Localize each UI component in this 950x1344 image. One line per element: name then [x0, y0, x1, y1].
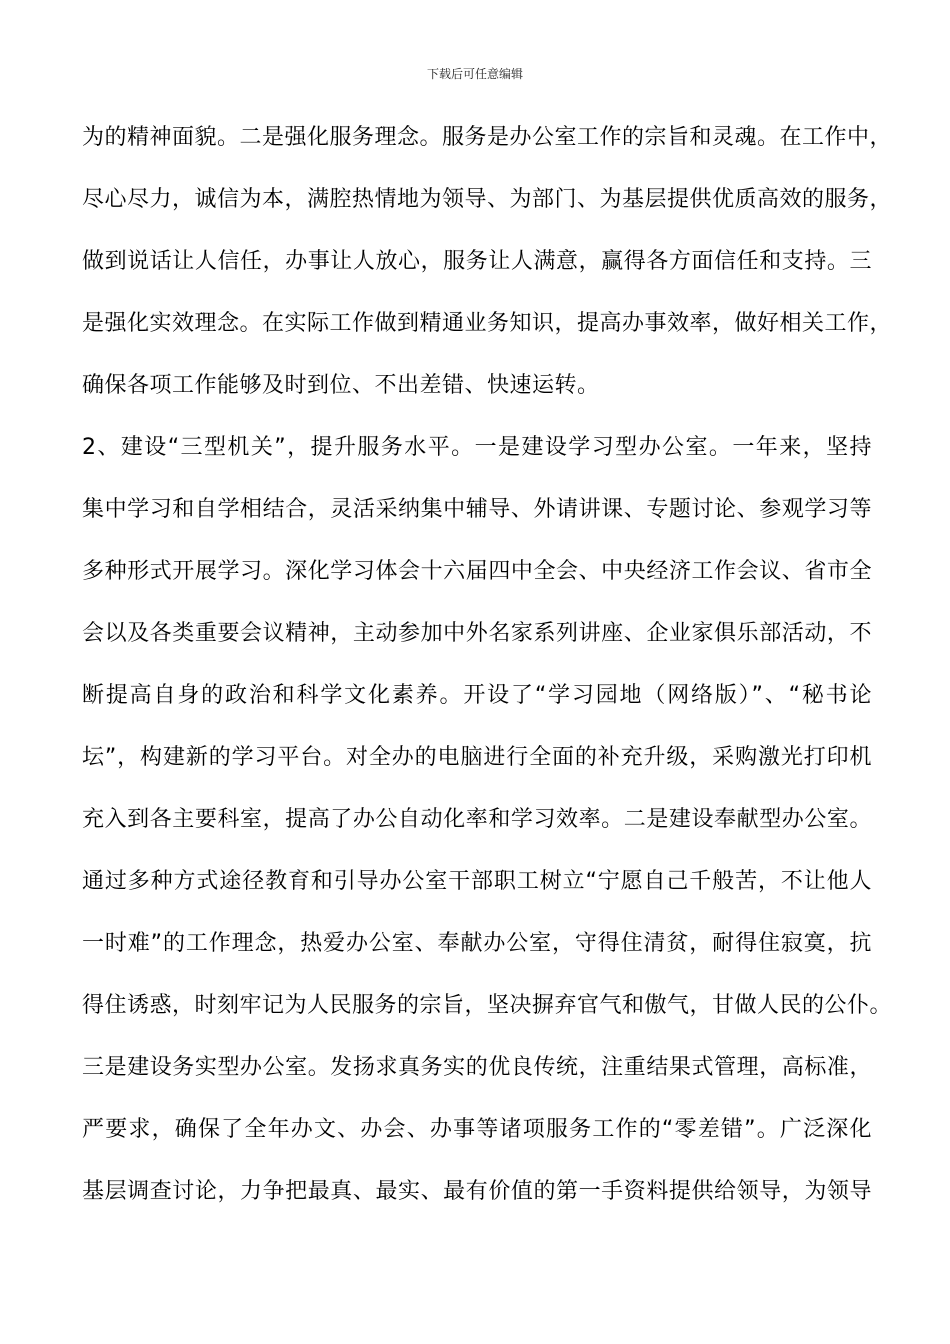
text-line: 充入到各主要科室，提高了办公自动化率和学习效率。二是建设奉献型办公室。 [82, 807, 872, 832]
text-line: 通过多种方式途径教育和引导办公室干部职工树立“宁愿自己千般苦，不让他人 [82, 869, 872, 894]
text-line: 断提高自身的政治和科学文化素养。开设了“学习园地（网络版）”、“秘书论 [82, 683, 872, 708]
text-line: 尽心尽力，诚信为本，满腔热情地为领导、为部门、为基层提供优质高效的服务， [82, 187, 893, 212]
text-line: 是强化实效理念。在实际工作做到精通业务知识，提高办事效率，做好相关工作， [82, 311, 893, 336]
document-body [82, 116, 893, 1232]
text-line: 做到说话让人信任，办事让人放心，服务让人满意，赢得各方面信任和支持。三 [82, 249, 872, 274]
text-line: 坛”，构建新的学习平台。对全办的电脑进行全面的补充升级，采购激光打印机 [82, 745, 872, 770]
text-line: 多种形式开展学习。深化学习体会十六届四中全会、中央经济工作会议、省市全 [82, 559, 872, 584]
text-line: 一时难”的工作理念，热爱办公室、奉献办公室，守得住清贫，耐得住寂寞，抗 [82, 931, 872, 956]
text-line: 确保各项工作能够及时到位、不出差错、快速运转。 [82, 373, 600, 398]
text-line: 基层调查讨论，力争把最真、最实、最有价值的第一手资料提供给领导，为领导 [82, 1179, 872, 1204]
text-line: 会以及各类重要会议精神，主动参加中外名家系列讲座、企业家俱乐部活动，不 [82, 621, 872, 646]
text-line: 2、建设“三型机关”，提升服务水平。一是建设学习型办公室。一年来，坚持 [82, 435, 872, 460]
text-line: 得住诱惑，时刻牢记为人民服务的宗旨，坚决摒弃官气和傲气，甘做人民的公仆。 [82, 993, 893, 1018]
text-line: 为的精神面貌。二是强化服务理念。服务是办公室工作的宗旨和灵魂。在工作中， [82, 125, 893, 150]
text-line: 三是建设务实型办公室。发扬求真务实的优良传统，注重结果式管理，高标准， [82, 1055, 872, 1080]
text-line: 严要求，确保了全年办文、办会、办事等诸项服务工作的“零差错”。广泛深化 [82, 1117, 872, 1142]
page-header-note: 下载后可任意编辑 [426, 67, 523, 81]
text-line: 集中学习和自学相结合，灵活采纳集中辅导、外请讲课、专题讨论、参观学习等 [82, 497, 872, 522]
